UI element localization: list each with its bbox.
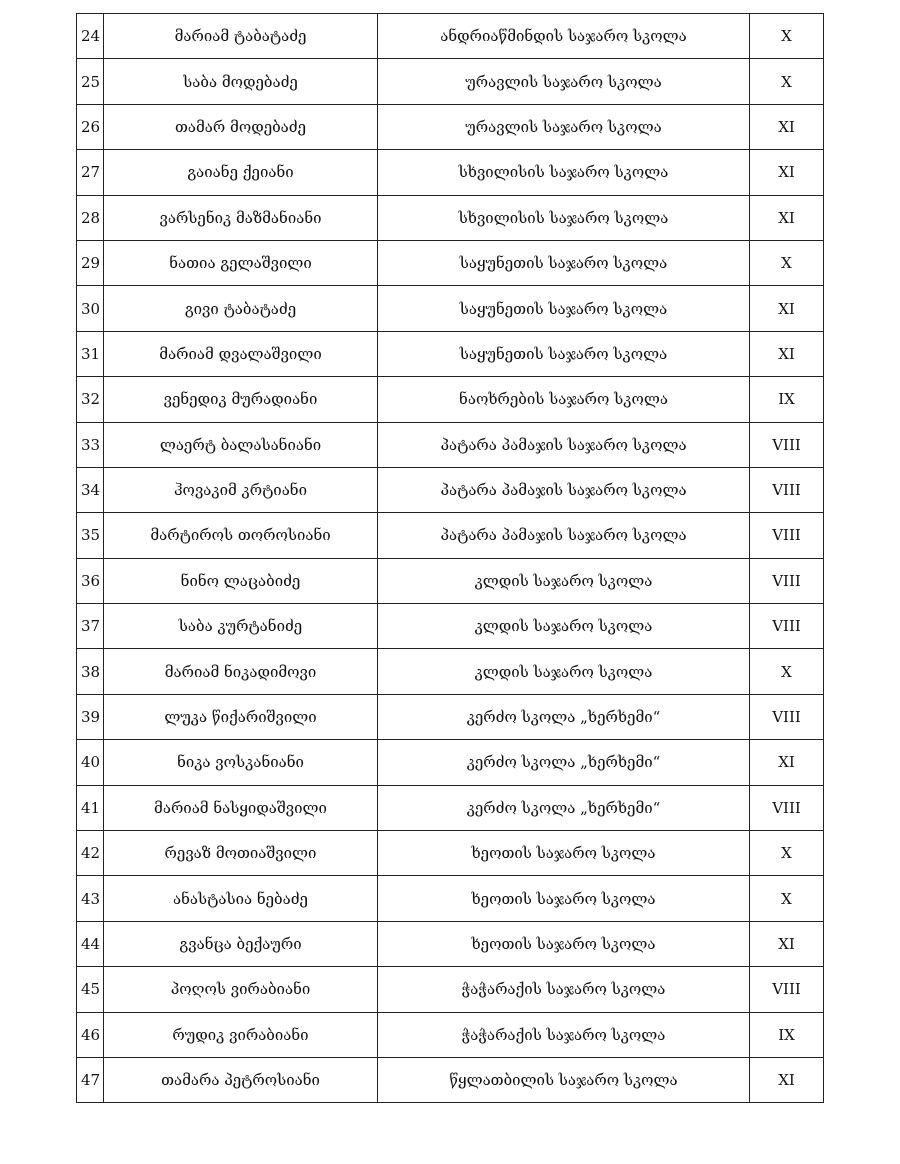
school-name: კერძო სკოლა „ხერხემი“ — [378, 785, 750, 830]
row-number: 38 — [77, 649, 104, 694]
school-name: პატარა პამაჯის საჯარო სკოლა — [378, 467, 750, 512]
table-row — [77, 513, 824, 558]
row-number: 29 — [77, 240, 104, 285]
student-name: მარტიროს თოროსიანი — [104, 513, 378, 558]
school-name: საყუნეთის საჯარო სკოლა — [378, 286, 750, 331]
table-row — [77, 104, 824, 149]
grade-level: VIII — [750, 558, 824, 603]
row-number: 33 — [77, 422, 104, 467]
student-name: საბა მოდებაძე — [104, 59, 378, 104]
row-number: 39 — [77, 694, 104, 739]
row-number: 32 — [77, 377, 104, 422]
row-number: 40 — [77, 740, 104, 785]
grade-level: XI — [750, 150, 824, 195]
school-name: კლდის საჯარო სკოლა — [378, 604, 750, 649]
student-name: მარიამ ტაბატაძე — [104, 14, 378, 59]
grade-level: VIII — [750, 694, 824, 739]
table-row — [77, 195, 824, 240]
table-row — [77, 921, 824, 966]
row-number: 37 — [77, 604, 104, 649]
student-name: ნინო ლაცაბიძე — [104, 558, 378, 603]
row-number: 41 — [77, 785, 104, 830]
row-number: 24 — [77, 14, 104, 59]
participants-table — [76, 13, 824, 1103]
grade-level: XI — [750, 195, 824, 240]
row-number: 43 — [77, 876, 104, 921]
table-row — [77, 604, 824, 649]
table-row — [77, 286, 824, 331]
school-name: ანდრიაწმინდის საჯარო სკოლა — [378, 14, 750, 59]
grade-level: X — [750, 876, 824, 921]
school-name: სხვილისის საჯარო სკოლა — [378, 150, 750, 195]
table-row — [77, 331, 824, 376]
table-row — [77, 649, 824, 694]
grade-level: IX — [750, 1012, 824, 1057]
school-name: წყლათბილის საჯარო სკოლა — [378, 1057, 750, 1102]
school-name: საყუნეთის საჯარო სკოლა — [378, 331, 750, 376]
student-name: ვარსენიკ მაზმანიანი — [104, 195, 378, 240]
grade-level: VIII — [750, 967, 824, 1012]
grade-level: VIII — [750, 785, 824, 830]
student-name: გაიანე ქეიანი — [104, 150, 378, 195]
table-row — [77, 1057, 824, 1102]
grade-level: VIII — [750, 604, 824, 649]
row-number: 44 — [77, 921, 104, 966]
student-name: მარიამ ნიკადიმოვი — [104, 649, 378, 694]
school-name: ჭაჭარაქის საჯარო სკოლა — [378, 1012, 750, 1057]
table-row — [77, 831, 824, 876]
student-name: ნიკა ვოსკანიანი — [104, 740, 378, 785]
school-name: კერძო სკოლა „ხერხემი“ — [378, 694, 750, 739]
student-name: რევაზ მოთიაშვილი — [104, 831, 378, 876]
row-number: 36 — [77, 558, 104, 603]
student-name: ლუკა წიქარიშვილი — [104, 694, 378, 739]
school-name: კლდის საჯარო სკოლა — [378, 649, 750, 694]
student-name: თამარ მოდებაძე — [104, 104, 378, 149]
grade-level: XI — [750, 286, 824, 331]
student-name: მარიამ ნასყიდაშვილი — [104, 785, 378, 830]
grade-level: X — [750, 14, 824, 59]
grade-level: X — [750, 59, 824, 104]
school-name: კერძო სკოლა „ხერხემი“ — [378, 740, 750, 785]
table-row — [77, 467, 824, 512]
row-number: 34 — [77, 467, 104, 512]
row-number: 42 — [77, 831, 104, 876]
row-number: 35 — [77, 513, 104, 558]
grade-level: XI — [750, 921, 824, 966]
grade-level: VIII — [750, 422, 824, 467]
student-name: ანასტასია ნებაძე — [104, 876, 378, 921]
table-row — [77, 967, 824, 1012]
row-number: 28 — [77, 195, 104, 240]
student-name: გვანცა ბექაური — [104, 921, 378, 966]
grade-level: X — [750, 649, 824, 694]
table-row — [77, 558, 824, 603]
school-name: სხვილისის საჯარო სკოლა — [378, 195, 750, 240]
student-name: მარიამ დვალაშვილი — [104, 331, 378, 376]
table-row — [77, 694, 824, 739]
school-name: ხეოთის საჯარო სკოლა — [378, 831, 750, 876]
table-row — [77, 740, 824, 785]
student-name: ლაერტ ბალასანიანი — [104, 422, 378, 467]
row-number: 45 — [77, 967, 104, 1012]
school-name: საყუნეთის საჯარო სკოლა — [378, 240, 750, 285]
grade-level: XI — [750, 331, 824, 376]
school-name: ურავლის საჯარო სკოლა — [378, 104, 750, 149]
row-number: 47 — [77, 1057, 104, 1102]
row-number: 30 — [77, 286, 104, 331]
school-name: კლდის საჯარო სკოლა — [378, 558, 750, 603]
grade-level: IX — [750, 377, 824, 422]
grade-level: XI — [750, 1057, 824, 1102]
table-row — [77, 150, 824, 195]
school-name: ხეოთის საჯარო სკოლა — [378, 876, 750, 921]
table-row — [77, 14, 824, 59]
grade-level: VIII — [750, 513, 824, 558]
school-name: ჭაჭარაქის საჯარო სკოლა — [378, 967, 750, 1012]
table-row — [77, 240, 824, 285]
student-name: გივი ტაბატაძე — [104, 286, 378, 331]
student-name: რუდიკ ვირაბიანი — [104, 1012, 378, 1057]
table-row — [77, 377, 824, 422]
grade-level: X — [750, 240, 824, 285]
school-name: ურავლის საჯარო სკოლა — [378, 59, 750, 104]
school-name: ხეოთის საჯარო სკოლა — [378, 921, 750, 966]
table-row — [77, 876, 824, 921]
table-row — [77, 785, 824, 830]
student-name: ვენედიკ მურადიანი — [104, 377, 378, 422]
school-name: პატარა პამაჯის საჯარო სკოლა — [378, 513, 750, 558]
student-name: საბა კურტანიძე — [104, 604, 378, 649]
row-number: 46 — [77, 1012, 104, 1057]
grade-level: X — [750, 831, 824, 876]
participants-table-body — [77, 14, 824, 1103]
school-name: ნაოხრების საჯარო სკოლა — [378, 377, 750, 422]
grade-level: XI — [750, 104, 824, 149]
student-name: ჰოვაკიმ კრტიანი — [104, 467, 378, 512]
grade-level: VIII — [750, 467, 824, 512]
row-number: 25 — [77, 59, 104, 104]
student-name: პოღოს ვირაბიანი — [104, 967, 378, 1012]
row-number: 27 — [77, 150, 104, 195]
table-row — [77, 422, 824, 467]
school-name: პატარა პამაჯის საჯარო სკოლა — [378, 422, 750, 467]
row-number: 31 — [77, 331, 104, 376]
student-name: თამარა პეტროსიანი — [104, 1057, 378, 1102]
row-number: 26 — [77, 104, 104, 149]
table-row — [77, 1012, 824, 1057]
student-name: ნათია გელაშვილი — [104, 240, 378, 285]
grade-level: XI — [750, 740, 824, 785]
table-row — [77, 59, 824, 104]
